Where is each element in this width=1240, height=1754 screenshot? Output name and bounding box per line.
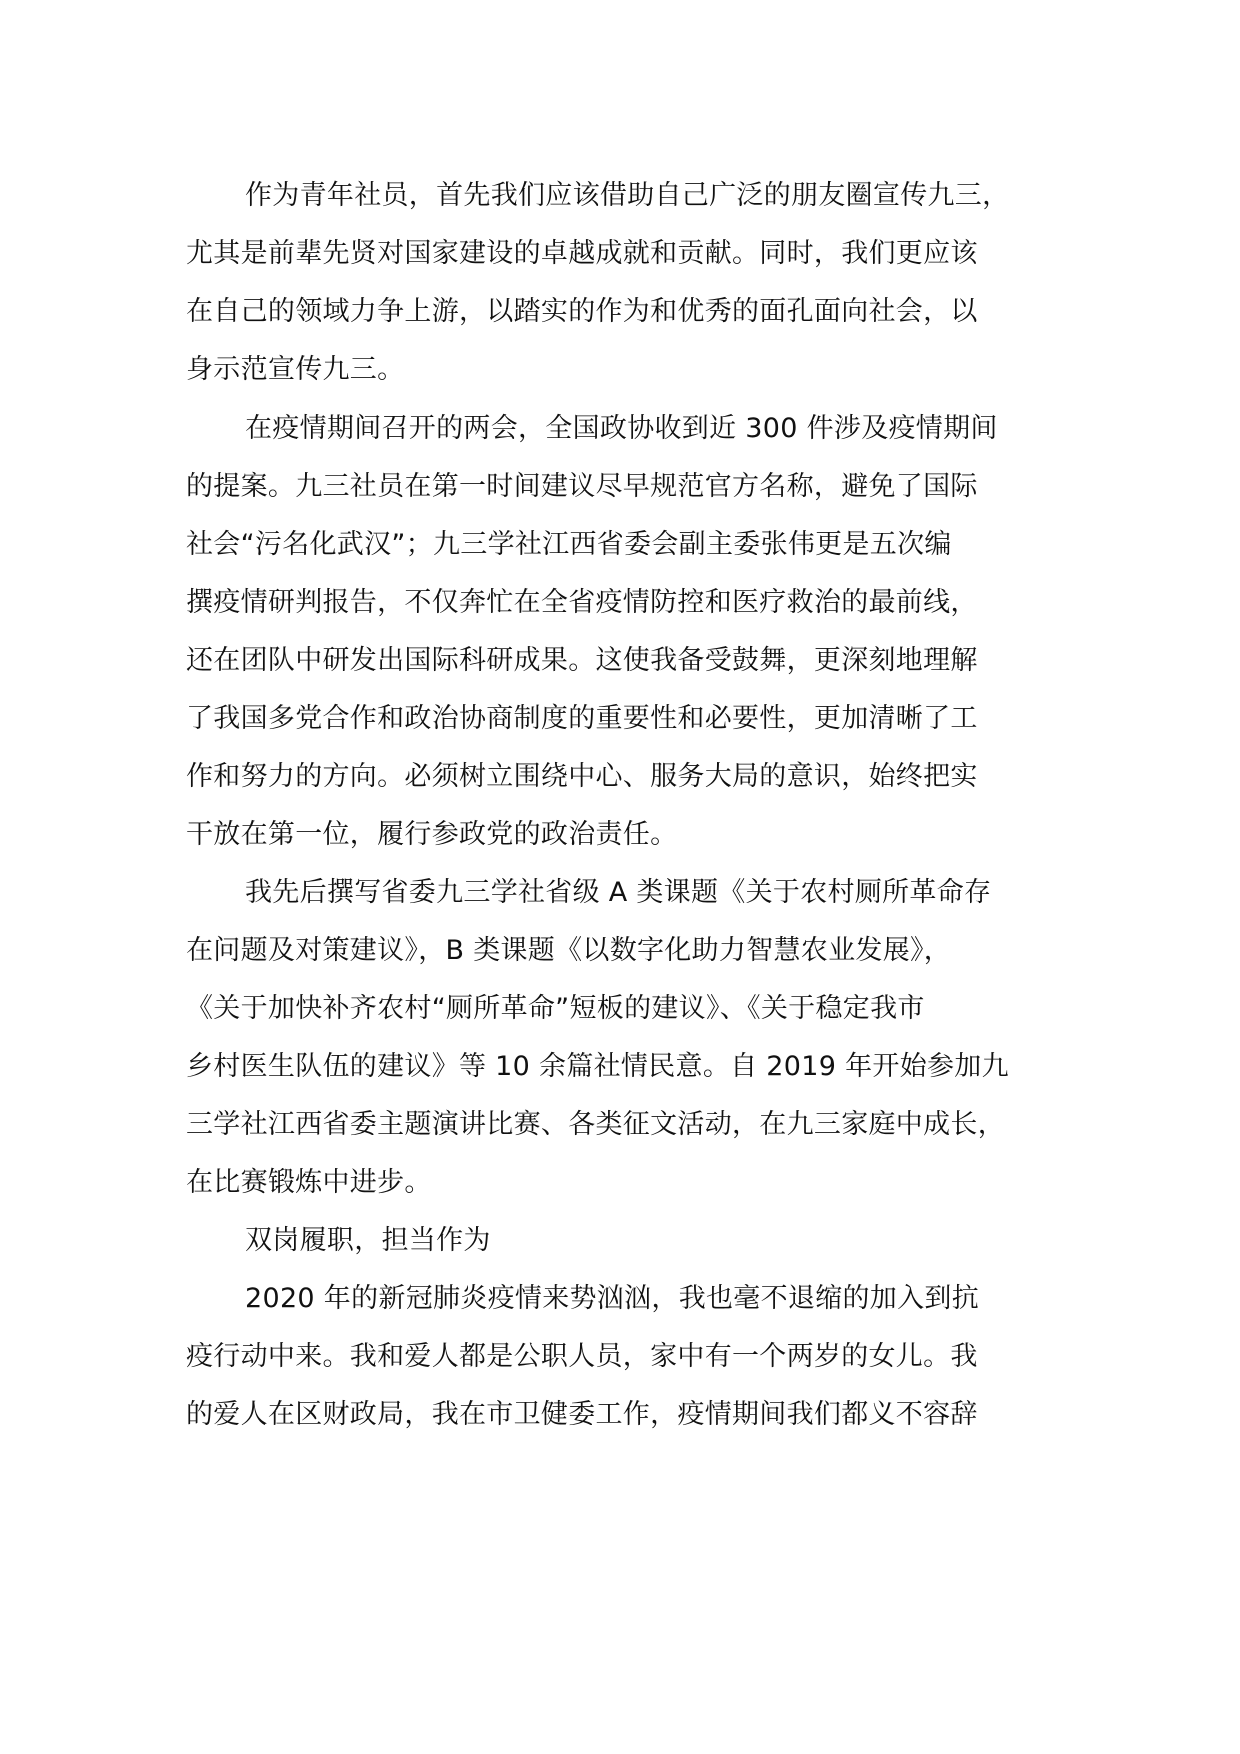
text-line: 在比赛锻炼中进步。 xyxy=(186,1167,432,1198)
text-line: 的提案。九三社员在第一时间建议尽早规范官方名称，避免了国际 xyxy=(186,471,978,502)
text-line: 《关于加快补齐农村“厕所革命”短板的建议》、《关于稳定我市 xyxy=(186,993,925,1024)
text-line: 疫行动中来。我和爱人都是公职人员，家中有一个两岁的女儿。我 xyxy=(186,1341,978,1372)
text-line: 我先后撰写省委九三学社省级 A 类课题《关于农村厕所革命存 xyxy=(245,877,992,908)
text-line: 作和努力的方向。必须树立围绕中心、服务大局的意识，始终把实 xyxy=(186,761,978,792)
text-line: 了我国多党合作和政治协商制度的重要性和必要性，更加清晰了工 xyxy=(186,703,978,734)
text-line: 乡村医生队伍的建议》等 10 余篇社情民意。自 2019 年开始参加九 xyxy=(186,1051,1009,1082)
text-line: 尤其是前辈先贤对国家建设的卓越成就和贡献。同时，我们更应该 xyxy=(186,238,978,269)
text-line: 在自己的领域力争上游，以踏实的作为和优秀的面孔面向社会，以 xyxy=(186,296,978,327)
text-line: 在疫情期间召开的两会，全国政协收到近 300 件涉及疫情期间 xyxy=(245,413,998,444)
text-line: 三学社江西省委主题演讲比赛、各类征文活动，在九三家庭中成长， xyxy=(186,1109,1005,1140)
text-line: 的爱人在区财政局，我在市卫健委工作，疫情期间我们都义不容辞 xyxy=(186,1399,978,1430)
text-line: 还在团队中研发出国际科研成果。这使我备受鼓舞，更深刻地理解 xyxy=(186,645,978,676)
text-line: 身示范宣传九三。 xyxy=(186,354,405,385)
text-line: 干放在第一位，履行参政党的政治责任。 xyxy=(186,819,678,850)
text-line: 2020 年的新冠肺炎疫情来势汹汹，我也毫不退缩的加入到抗 xyxy=(245,1283,979,1314)
text-line: 社会“污名化武汉”；九三学社江西省委会副主委张伟更是五次编 xyxy=(186,529,952,560)
text-line: 作为青年社员，首先我们应该借助自己广泛的朋友圈宣传九三， xyxy=(245,180,1010,211)
text-line: 撰疫情研判报告，不仅奔忙在全省疫情防控和医疗救治的最前线， xyxy=(186,587,978,618)
section-heading: 双岗履职，担当作为 xyxy=(245,1225,491,1256)
text-line: 在问题及对策建议》，B 类课题《以数字化助力智慧农业发展》， xyxy=(186,935,952,966)
